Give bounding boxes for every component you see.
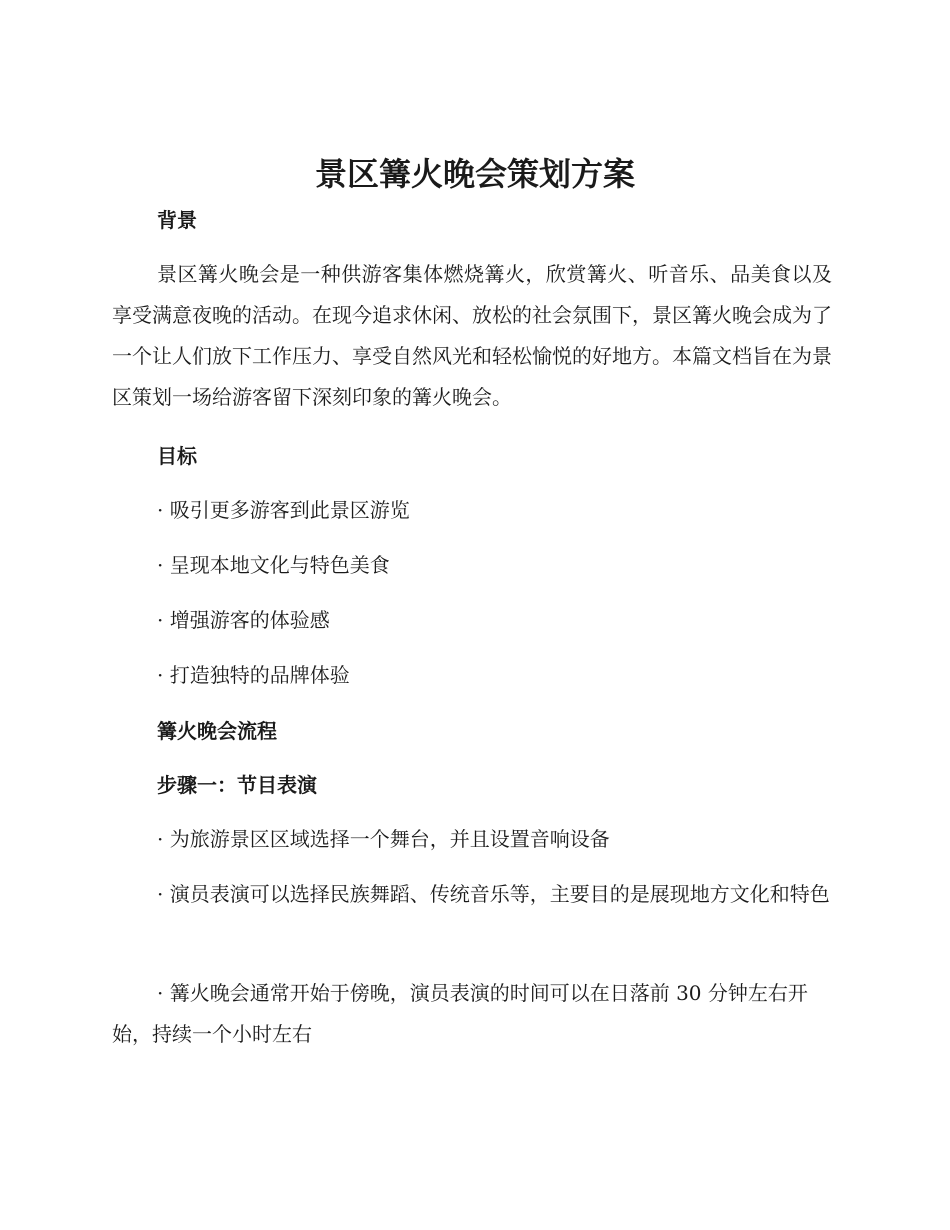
goal-item: · 打造独特的品牌体验 xyxy=(157,663,350,687)
step1-item: · 篝火晚会通常开始于傍晚，演员表演的时间可以在日落前 30 分钟左右开始，持续一个小时左右 xyxy=(112,981,808,1046)
document-title: 景区篝火晚会策划方案 xyxy=(314,155,635,193)
goal-item: · 呈现本地文化与特色美食 xyxy=(157,553,390,577)
section-heading-process: 篝火晚会流程 xyxy=(157,719,277,743)
step1-item: · 为旅游景区区域选择一个舞台，并且设置音响设备 xyxy=(157,827,610,851)
step1-item: · 演员表演可以选择民族舞蹈、传统音乐等，主要目的是展现地方文化和特色 xyxy=(157,882,830,906)
background-paragraph: 景区篝火晚会是一种供游客集体燃烧篝火，欣赏篝火、听音乐、品美食以及享受满意夜晚的活动。在现今追求休闲、放松的社会氛围下，景区篝火晚会成为了一个让人们放下工作压力、享受自然风光和轻松愉悦的好地方。本篇文档旨在为景区策划一场给游客留下深刻印象的篝火晚会。 xyxy=(112,262,832,409)
section-heading-background: 背景 xyxy=(157,208,197,232)
goal-item: · 增强游客的体验感 xyxy=(157,608,330,632)
step1-heading: 步骤一：节目表演 xyxy=(157,773,317,797)
section-heading-goals: 目标 xyxy=(157,444,197,468)
goal-item: · 吸引更多游客到此景区游览 xyxy=(157,498,410,522)
